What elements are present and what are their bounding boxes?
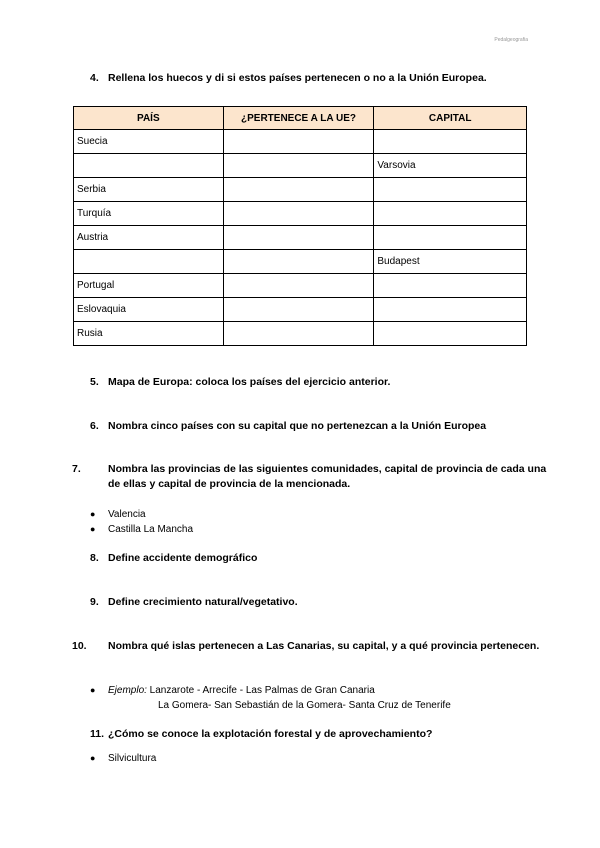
cell-country[interactable]: Eslovaquia: [74, 298, 224, 322]
question-text: Nombra qué islas pertenecen a Las Canarias, su capital, y a qué provincia pertenecen.: [108, 640, 540, 652]
cell-capital[interactable]: Budapest: [374, 250, 527, 274]
bullet-icon: ●: [90, 685, 96, 695]
header-capital: CAPITAL: [374, 107, 527, 130]
cell-eu[interactable]: [223, 130, 374, 154]
table-row: [74, 202, 527, 226]
cell-capital[interactable]: [374, 178, 527, 202]
example-label: Ejemplo:: [108, 685, 147, 696]
table-row: [74, 250, 527, 274]
cell-eu[interactable]: [223, 250, 374, 274]
question-text: ¿Cómo se conoce la explotación forestal y de aprovechamiento?: [108, 728, 433, 740]
bullet-icon: ●: [90, 524, 96, 534]
cell-country[interactable]: Serbia: [74, 178, 224, 202]
cell-capital[interactable]: [374, 298, 527, 322]
question-text: Rellena los huecos y di si estos países pertenecen o no a la Unión Europea.: [108, 72, 487, 84]
question-text: Nombra cinco países con su capital que no pertenezcan a la Unión Europea: [108, 420, 487, 432]
example-line-1: Lanzarote - Arrecife - Las Palmas de Gran Canaria: [146, 685, 375, 696]
cell-country[interactable]: Suecia: [74, 130, 224, 154]
cell-country[interactable]: Portugal: [74, 274, 224, 298]
table-row: [74, 274, 527, 298]
list-item-text: Castilla La Mancha: [108, 524, 194, 535]
question-text: Define accidente demográfico: [108, 552, 258, 564]
question-number: 10.: [72, 640, 87, 652]
table-row: [74, 178, 527, 202]
question-text: Mapa de Europa: coloca los países del ejercicio anterior.: [108, 376, 391, 388]
cell-eu[interactable]: [223, 154, 374, 178]
example-item: [90, 683, 375, 698]
table-row: [74, 130, 527, 154]
table-row: [74, 226, 527, 250]
table-header-row: [74, 107, 527, 130]
list-item: [90, 522, 193, 537]
cell-eu[interactable]: [223, 298, 374, 322]
list-item-text: Silvicultura: [108, 753, 157, 764]
cell-country[interactable]: Turquía: [74, 202, 224, 226]
cell-capital[interactable]: Varsovia: [374, 154, 527, 178]
table-row: [74, 154, 527, 178]
question-number: 9.: [90, 596, 99, 608]
table-row: [74, 298, 527, 322]
countries-table: [73, 106, 527, 346]
cell-eu[interactable]: [223, 226, 374, 250]
question-7: [72, 462, 548, 492]
question-number: 4.: [90, 72, 99, 84]
cell-capital[interactable]: [374, 202, 527, 226]
header-pais: PAÍS: [74, 107, 224, 130]
cell-capital[interactable]: [374, 274, 527, 298]
question-8: [90, 551, 530, 566]
table-row: [74, 322, 527, 346]
watermark: Pedalgeografia: [494, 37, 528, 43]
question-number: 8.: [90, 552, 99, 564]
question-number: 7.: [72, 463, 81, 475]
cell-eu[interactable]: [223, 274, 374, 298]
question-11: [90, 727, 530, 742]
list-item-text: Valencia: [108, 509, 146, 520]
cell-eu[interactable]: [223, 322, 374, 346]
header-pertenece-ue: ¿PERTENECE A LA UE?: [223, 107, 374, 130]
question-number: 11.: [90, 728, 105, 740]
example-line-2: La Gomera- San Sebastián de la Gomera- Santa Cruz de Tenerife: [158, 700, 451, 711]
cell-country[interactable]: [74, 250, 224, 274]
question-4: [90, 71, 530, 86]
cell-capital[interactable]: [374, 322, 527, 346]
list-item: [90, 751, 156, 766]
question-number: 5.: [90, 376, 99, 388]
question-5: [90, 375, 530, 390]
cell-eu[interactable]: [223, 202, 374, 226]
question-text: Define crecimiento natural/vegetativo.: [108, 596, 298, 608]
question-10: [72, 639, 548, 654]
question-text: Nombra las provincias de las siguientes comunidades, capital de provincia de cada una de ellas y capital de provincia de la mencionada.: [108, 463, 547, 490]
question-6: [90, 419, 530, 434]
list-item: [90, 507, 146, 522]
question-number: 6.: [90, 420, 99, 432]
cell-capital[interactable]: [374, 226, 527, 250]
cell-capital[interactable]: [374, 130, 527, 154]
cell-country[interactable]: Rusia: [74, 322, 224, 346]
cell-country[interactable]: Austria: [74, 226, 224, 250]
cell-eu[interactable]: [223, 178, 374, 202]
bullet-icon: ●: [90, 509, 96, 519]
bullet-icon: ●: [90, 753, 96, 763]
question-9: [90, 595, 530, 610]
cell-country[interactable]: [74, 154, 224, 178]
